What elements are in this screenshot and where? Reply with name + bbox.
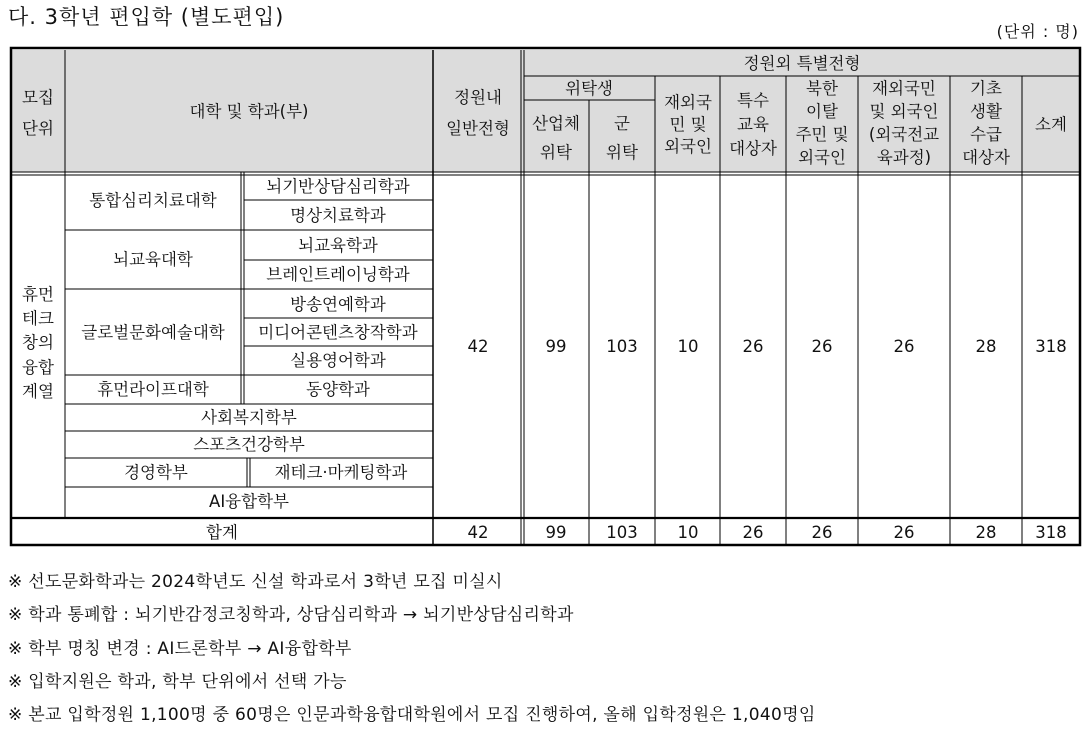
dept-ai: AI융합학부 — [209, 492, 289, 511]
value-basic-living: 28 — [975, 337, 997, 356]
footnote-1: ※ 선도문화학과는 2024학년도 신설 학과로서 3학년 모집 미실시 — [8, 572, 503, 592]
total-basic-living: 28 — [975, 523, 997, 542]
header-in-quota-1: 정원내 — [454, 88, 502, 107]
dept-oriental: 동양학과 — [306, 380, 370, 399]
header-special-ed-3: 대상자 — [729, 139, 777, 158]
header-special-ed-2: 교육 — [737, 115, 769, 134]
footnote-5: ※ 본교 입학정원 1,100명 중 60명은 인문과학융합대학원에서 모집 진행하여, 올해 입학정원은 1,040명임 — [8, 705, 816, 726]
header-overseas-1: 재외국 — [664, 93, 712, 112]
college-humanlife: 휴먼라이프대학 — [97, 380, 209, 399]
dept-brain-education: 뇌교육학과 — [298, 236, 378, 255]
header-overseas-korean-3: (외국전교 — [868, 125, 940, 144]
group-name-2: 테크 — [22, 309, 54, 328]
header-basic-living-2: 생활 — [970, 102, 1002, 121]
header-overseas-2: 민 및 — [669, 115, 707, 134]
total-military: 103 — [606, 523, 638, 542]
header-commission: 위탁생 — [565, 79, 613, 98]
total-overseas-korean: 26 — [893, 523, 915, 542]
value-in-quota: 42 — [467, 337, 489, 356]
header-recruit-unit-1: 모집 — [22, 88, 54, 107]
value-defector: 26 — [811, 337, 833, 356]
value-military: 103 — [606, 337, 638, 356]
header-special-ed-1: 특수 — [737, 91, 769, 110]
header-basic-living-1: 기초 — [970, 79, 1002, 98]
total-subtotal: 318 — [1035, 523, 1067, 542]
total-label: 합계 — [206, 523, 238, 542]
dept-business: 경영학부 — [124, 463, 188, 482]
header-overseas-korean-1: 재외국민 — [872, 79, 936, 98]
header-out-quota: 정원외 특별전형 — [743, 54, 861, 73]
header-recruit-unit-2: 단위 — [22, 119, 54, 138]
dept-english: 실용영어학과 — [290, 351, 386, 370]
header-defector-1: 북한 — [806, 79, 838, 98]
value-overseas: 10 — [677, 337, 699, 356]
dept-brain-counsel: 뇌기반상담심리학과 — [266, 177, 410, 196]
dept-broadcast: 방송연예학과 — [290, 295, 386, 314]
group-name-5: 계열 — [22, 382, 54, 401]
header-overseas-korean-4: 육과정) — [876, 148, 932, 167]
dept-fintech: 재테크·마케팅학과 — [274, 463, 408, 482]
total-in-quota: 42 — [467, 523, 489, 542]
header-overseas-korean-2: 및 외국인 — [869, 102, 939, 121]
dept-welfare: 사회복지학부 — [201, 408, 297, 427]
footnote-3: ※ 학부 명칭 변경 : AI드론학부 → AI융합학부 — [8, 638, 352, 659]
header-defector-3: 주민 및 — [795, 125, 849, 144]
footnote-4: ※ 입학지원은 학과, 학부 단위에서 선택 가능 — [8, 671, 347, 692]
header-industrial-1: 산업체 — [532, 114, 580, 133]
dept-brain-training: 브레인트레이닝학과 — [266, 265, 410, 284]
header-military-2: 위탁 — [606, 143, 638, 162]
unit-label: (단위 : 명) — [996, 22, 1079, 41]
group-name-1: 휴먼 — [22, 285, 54, 304]
group-name-4: 융합 — [22, 358, 54, 377]
header-basic-living-3: 수급 — [970, 125, 1002, 144]
header-defector-2: 이탈 — [806, 102, 838, 121]
dept-sports: 스포츠건강학부 — [193, 435, 305, 454]
value-subtotal: 318 — [1035, 337, 1067, 356]
total-special-ed: 26 — [742, 523, 764, 542]
header-in-quota-2: 일반전형 — [446, 119, 510, 138]
value-industrial: 99 — [545, 337, 567, 356]
college-therapy: 통합심리치료대학 — [89, 191, 217, 210]
header-basic-living-4: 대상자 — [962, 148, 1010, 167]
dept-media: 미디어콘텐츠창작학과 — [258, 323, 418, 342]
header-college-dept: 대학 및 학과(부) — [189, 102, 309, 121]
header-industrial-2: 위탁 — [540, 143, 572, 162]
college-global: 글로벌문화예술대학 — [81, 323, 225, 342]
total-industrial: 99 — [545, 523, 567, 542]
header-overseas-3: 외국인 — [664, 137, 712, 156]
footnotes — [8, 566, 816, 732]
header-defector-4: 외국인 — [798, 148, 846, 167]
header-subtotal: 소계 — [1035, 115, 1067, 134]
footnote-2: ※ 학과 통폐합 : 뇌기반감정코칭학과, 상담심리학과 → 뇌기반상담심리학과 — [8, 605, 574, 626]
group-name-3: 창의 — [22, 333, 54, 352]
header-military-1: 군 — [614, 114, 630, 133]
total-defector: 26 — [811, 523, 833, 542]
section-title: 다. 3학년 편입학 (별도편입) — [8, 5, 285, 29]
value-special-ed: 26 — [742, 337, 764, 356]
dept-meditation: 명상치료학과 — [290, 206, 386, 225]
value-overseas-korean: 26 — [893, 337, 915, 356]
total-overseas: 10 — [677, 523, 699, 542]
college-brain-ed: 뇌교육대학 — [113, 250, 193, 269]
